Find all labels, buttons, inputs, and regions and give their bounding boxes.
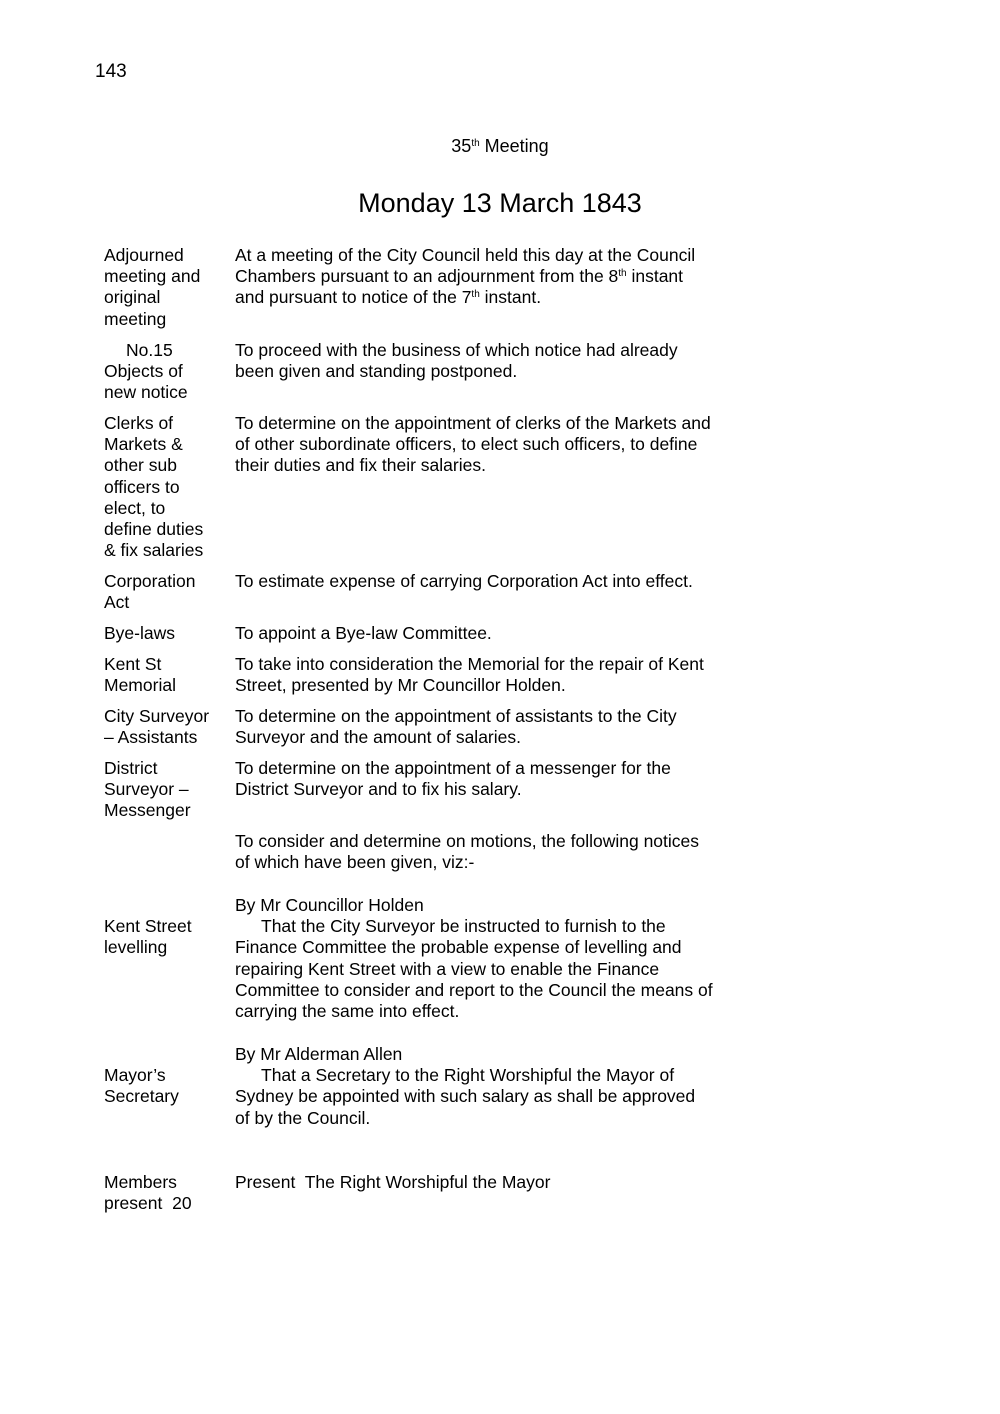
margin-note: Adjourned meeting and original meeting xyxy=(104,245,201,329)
page-number: 143 xyxy=(95,61,127,82)
margin-note: Mayor’s Secretary xyxy=(104,1065,179,1107)
margin-note: No.15 Objects of new notice xyxy=(104,340,188,403)
entry-text: To estimate expense of carrying Corporation Act into effect. xyxy=(235,571,693,591)
margin-note: Clerks of Markets & other sub officers to elect, to define duties & fix salaries xyxy=(104,413,204,561)
motion-mover: By Mr Councillor Holden xyxy=(235,895,424,915)
margin-note: Corporation Act xyxy=(104,571,196,613)
margin-note: Bye-laws xyxy=(104,623,175,643)
meeting-date: Monday 13 March 1843 xyxy=(358,188,642,218)
entry-text: To determine on the appointment of assistants to the City Surveyor and the amount of salaries. xyxy=(235,706,677,748)
meeting-label: Meeting xyxy=(479,136,549,156)
entry-text: To take into consideration the Memorial for the repair of Kent Street, presented by Mr Councillor Holden. xyxy=(235,654,704,696)
entry-text: To consider and determine on motions, the following notices of which have been given, viz:- xyxy=(235,831,700,873)
margin-note: District Surveyor – Messenger xyxy=(104,758,191,821)
entry-text: Present The Right Worshipful the Mayor xyxy=(235,1172,551,1192)
meeting-number xyxy=(0,136,1000,157)
entry-text: By Mr Alderman Allen That a Secretary to the Right Worshipful the Mayor of Sydney be appointed with such salary as shall be approved of by the Council. xyxy=(235,1044,775,1129)
margin-note: Members present 20 xyxy=(104,1172,192,1214)
entry-text: To appoint a Bye-law Committee. xyxy=(235,623,492,643)
margin-note: Kent St Memorial xyxy=(104,654,176,696)
entry-text: To proceed with the business of which notice had already been given and standing postponed. xyxy=(235,340,678,382)
margin-note: Kent Street levelling xyxy=(104,916,192,958)
meeting-ordinal: 35 xyxy=(451,136,472,156)
margin-note: City Surveyor – Assistants xyxy=(104,706,210,748)
entry-text: At a meeting of the City Council held this day at the Council Chambers pursuant to an adjournment from the 8th instant and pursuant to notice of the 7th instant. xyxy=(235,245,696,308)
entry-text: To determine on the appointment of a messenger for the District Surveyor and to fix his salary. xyxy=(235,758,671,800)
entry-text: By Mr Councillor Holden That the City Surveyor be instructed to furnish to the Finance Committee the probable expense of levelling and repairing Kent Street with a view to enable the Finance Committee to consider and report to the Council the means of carrying the same into effect. xyxy=(235,895,775,1022)
motion-mover: By Mr Alderman Allen xyxy=(235,1044,403,1064)
meeting-ordinal-suffix: th xyxy=(471,138,480,149)
entry-text: To determine on the appointment of clerks of the Markets and of other subordinate officers, to elect such officers, to define their duties and fix their salaries. xyxy=(235,413,711,476)
